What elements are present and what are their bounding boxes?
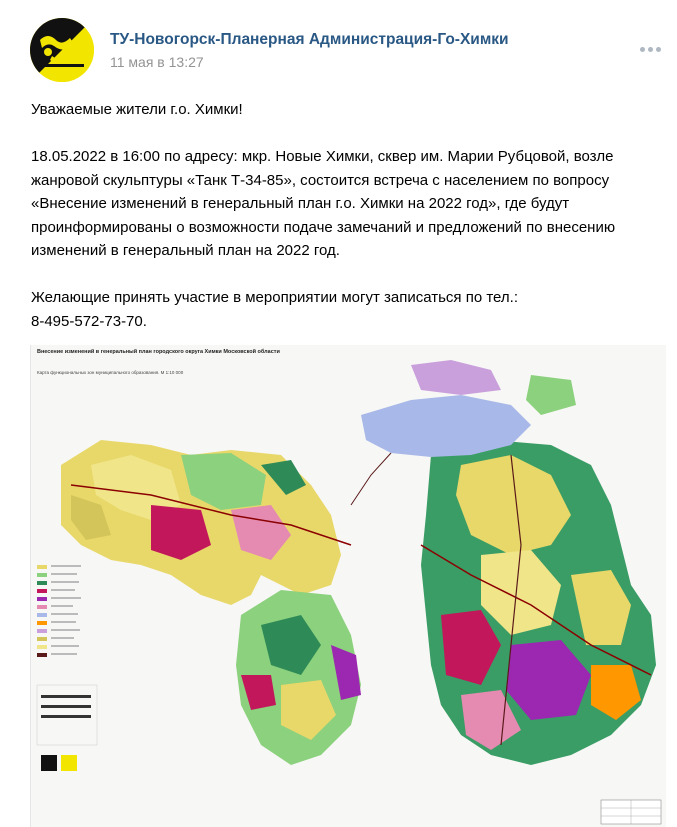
map-drawing (31, 345, 666, 827)
map-title: Внесение изменений в генеральный план городского округа Химки Московской области (37, 349, 280, 355)
post-text (31, 98, 661, 333)
avatar-logo-icon (30, 18, 94, 82)
post-header (0, 0, 677, 100)
post-paragraph: Уважаемые жители г.о. Химки! (31, 101, 243, 118)
more-menu-icon[interactable] (640, 44, 662, 56)
post-paragraph: 18.05.2022 в 16:00 по адресу: мкр. Новые Химки, сквер им. Марии Рубцовой, возле жанровой скульптуры «Танк Т-34-85», состоится встреча с населением по вопросу «Внесение изменений в генеральный план г.о. Химки на 2022 год», где будут проинформированы о возможности подаче замечаний и предложений по внесению изменений в генеральный план на 2022 год. (31, 148, 616, 259)
map-subtitle: Карта функциональных зон муниципального образования. М 1:10 000 (37, 370, 184, 375)
post-image-map[interactable] (30, 345, 666, 827)
post-paragraph: Желающие принять участие в мероприятии могут записаться по тел.: 8-495-572-73-70. (31, 289, 518, 330)
post-date[interactable]: 11 мая в 13:27 (110, 54, 204, 70)
author-link[interactable]: ТУ-Новогорск-Планерная Администрация-Го-Химки (110, 31, 509, 48)
community-avatar[interactable] (30, 18, 94, 82)
